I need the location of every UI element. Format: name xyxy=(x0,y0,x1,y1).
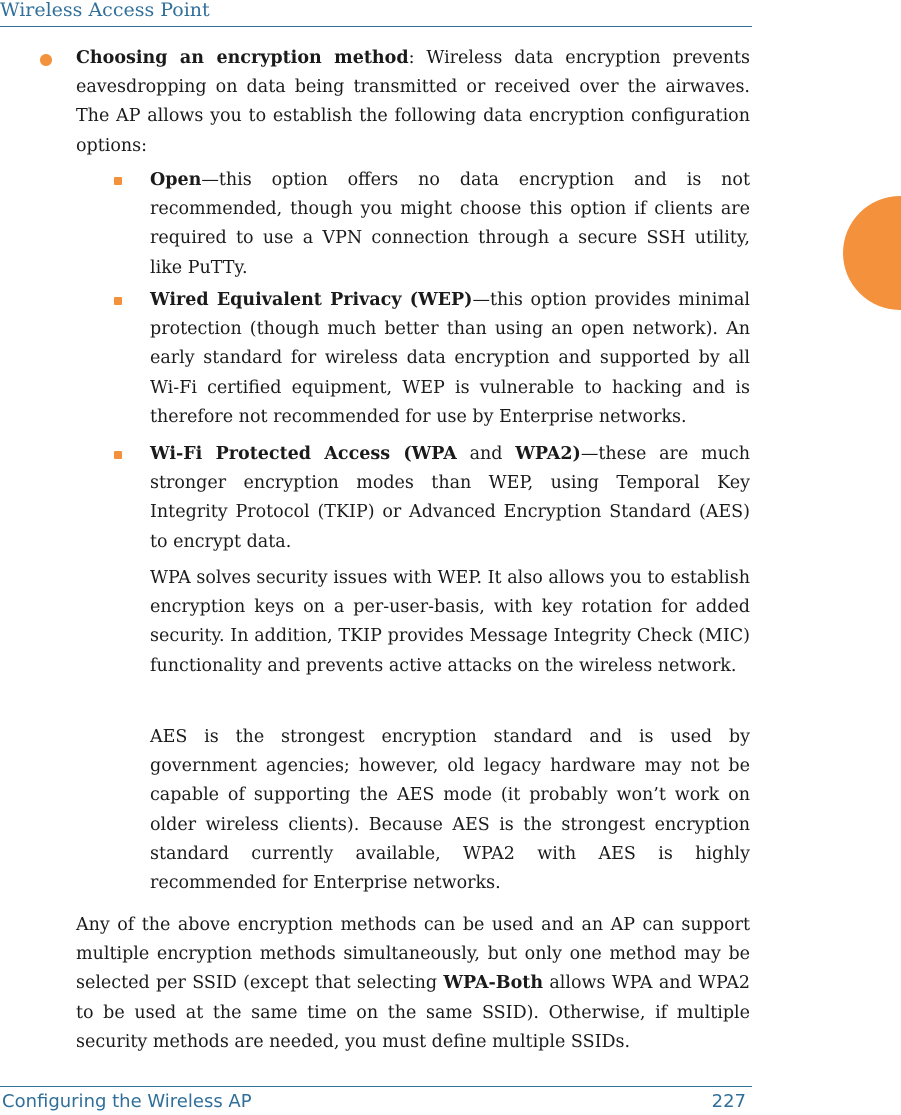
bullet-square-icon xyxy=(114,177,122,185)
option-term: Open xyxy=(150,170,202,190)
page-footer xyxy=(0,1086,752,1115)
option-text: —this option offers no data encryption and is not recommended, though you might choose this option if clients are required to use a VPN connection through a secure SSH utility, like PuTTy. xyxy=(150,170,750,278)
option-wep xyxy=(150,286,750,432)
option-term: Wi-Fi Protected Access (WPA xyxy=(150,444,457,464)
bullet-square-icon xyxy=(114,297,122,305)
encryption-method-paragraph xyxy=(76,44,750,161)
bullet-square-icon xyxy=(114,451,122,459)
page-number: 227 xyxy=(711,1091,746,1112)
header-title: Wireless Access Point xyxy=(0,0,210,21)
aes-paragraph: AES is the strongest encryption standard and is used by government agencies; however, old legacy hardware may not be capable of supporting the AES mode (it probably won’t work on older wireless clients). Because AES is the strongest encryption standard currently available, WPA2 with AES is highly recommended for Enterprise networks. xyxy=(150,727,750,894)
option-open xyxy=(150,166,750,283)
closing-bold-term: WPA-Both xyxy=(443,973,544,994)
option-term-2: WPA2) xyxy=(515,444,581,464)
option-term: Wired Equivalent Privacy (WEP) xyxy=(150,290,473,310)
option-text: —these are much stronger encryption modes than WEP, using Temporal Key Integrity Protocol (TKIP) or Advanced Encryption Standard (AES) to encrypt data. xyxy=(150,444,750,552)
option-wpa xyxy=(150,440,750,557)
footer-section-title: Configuring the Wireless AP xyxy=(2,1091,252,1112)
page-header xyxy=(0,0,752,27)
option-joiner: and xyxy=(456,444,516,464)
closing-paragraph xyxy=(76,911,750,1057)
option-text: —this option provides minimal protection (though much better than using an open network). An early standard for wireless data encryption and supported by all Wi-Fi certified equipment, WEP is vulnerable to hacking and is therefore not recommended for use by Enterprise networks. xyxy=(150,290,750,427)
closing-text-1: Any of the above encryption methods can be used and an AP can support multiple encryption methods simultaneously, but only one method may be selected per SSID (except that selecting xyxy=(76,915,750,994)
closing-text-2: allows WPA and WPA2 to be used at the same time on the same SSID). Otherwise, if multiple security methods are needed, you must define multiple SSIDs. xyxy=(76,973,750,1052)
chapter-tab-marker xyxy=(843,196,901,310)
lead-intro: : Wireless data encryption prevents eavesdropping on data being transmitted or received over the airwaves. The AP allows you to establish the following data encryption configuration options: xyxy=(76,48,750,156)
lead-term: Choosing an encryption method xyxy=(76,48,409,68)
bullet-circle-icon xyxy=(40,54,52,66)
wpa-paragraph: WPA solves security issues with WEP. It also allows you to establish encryption keys on a per-user-basis, with key rotation for added security. In addition, TKIP provides Message Integrity Check (MIC) functionality and prevents active attacks on the wireless network. xyxy=(150,568,750,676)
